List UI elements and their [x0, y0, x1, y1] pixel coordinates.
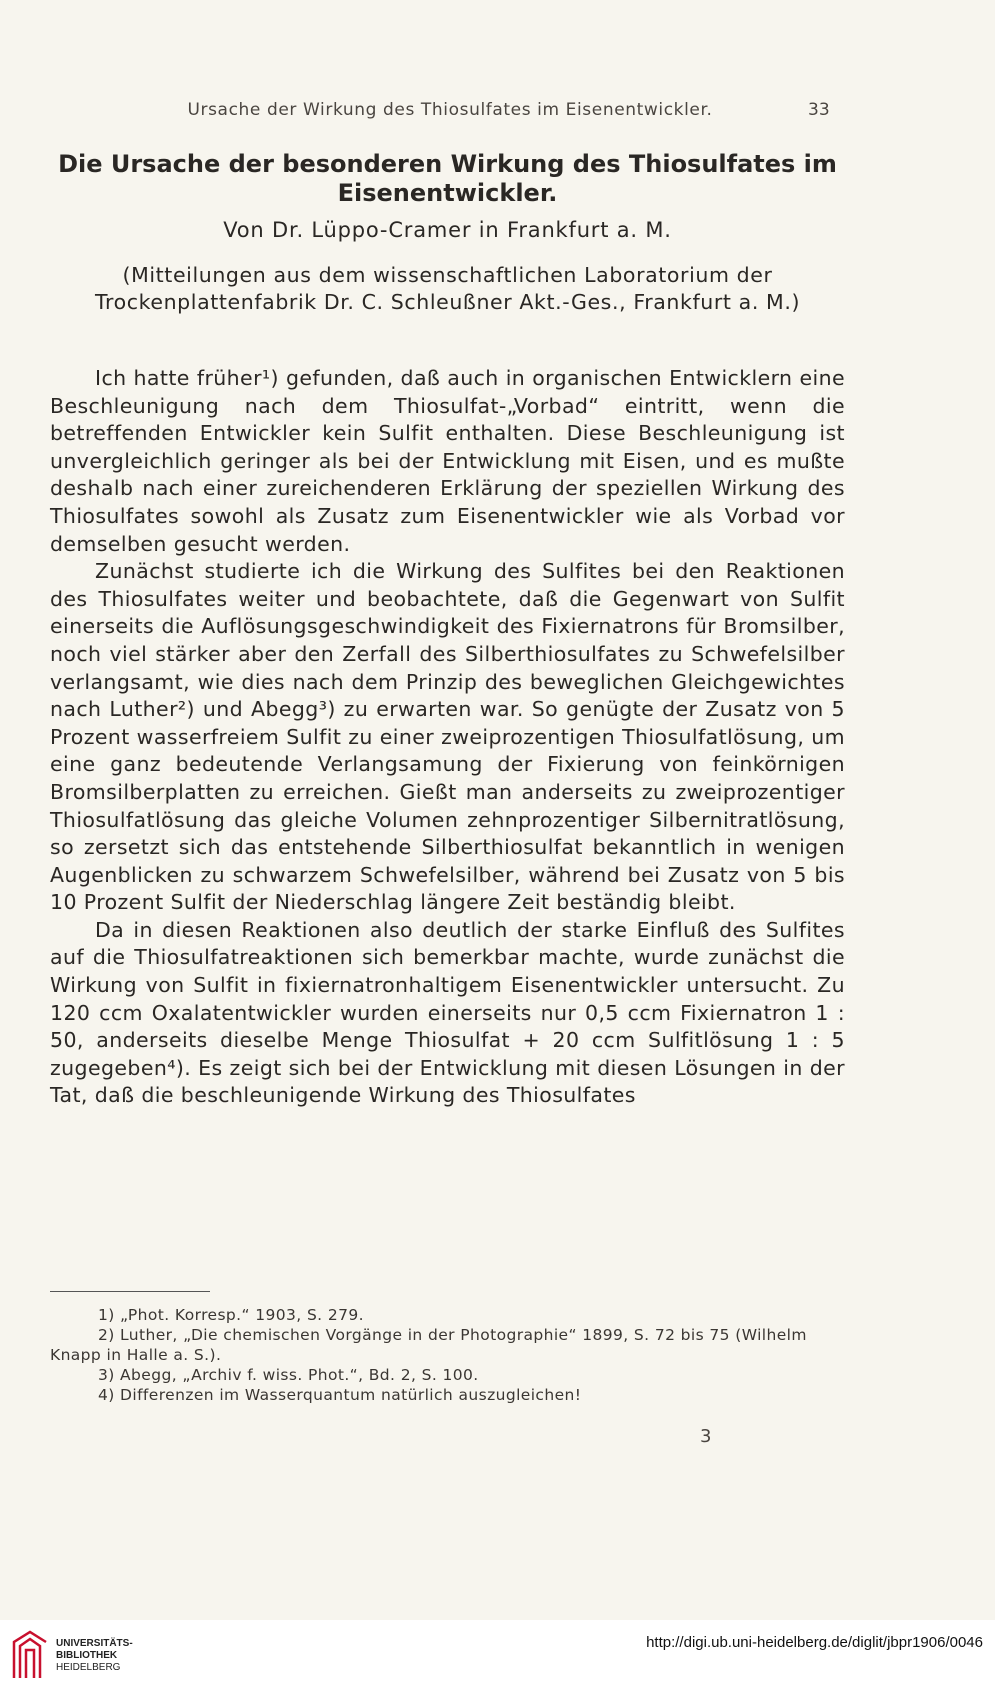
- footnote-4: 4) Differenzen im Wasserquantum natürlich auszugleichen!: [98, 1386, 582, 1404]
- footnote-3: 3) Abegg, „Archiv f. wiss. Phot.“, Bd. 2, S. 100.: [98, 1366, 479, 1384]
- library-name: [56, 1638, 133, 1674]
- footnote-divider: [50, 1291, 210, 1292]
- article-title: Die Ursache der besonderen Wirkung des Thiosulfates im Eisenentwickler.: [58, 150, 837, 207]
- footnotes: [50, 1305, 845, 1405]
- digital-library-footer: [0, 1620, 995, 1690]
- article-body: [50, 365, 845, 1110]
- paragraph-3: Da in diesen Reaktionen also deutlich der starke Einfluß des Sulfites auf die Thiosulfatreaktionen sich bemerkbar machte, wurde zunächst die Wirkung von Sulfit in fixiernatronhaltigem Eisenentwickler untersucht. Zu 120 ccm Oxalatentwickler wurden einerseits nur 0,5 ccm Fixiernatron 1 : 50, anderseits dieselbe Menge Thiosulfat + 20 ccm Sulfitlösung 1 : 5 zugegeben⁴). Es zeigt sich bei der Entwicklung mit diesen Lösungen in der Tat, daß die beschleunigende Wirkung des Thiosulfates: [50, 917, 845, 1108]
- affiliation: (Mitteilungen aus dem wissenschaftlichen Laboratorium der Trockenplattenfabrik Dr. C. Schleußner Akt.-Ges., Frankfurt a. M.): [94, 263, 801, 314]
- author-line: Von Dr. Lüppo-Cramer in Frankfurt a. M.: [223, 218, 672, 242]
- page-number: 33: [808, 100, 830, 120]
- paragraph-2: Zunächst studierte ich die Wirkung des Sulfites bei den Reaktionen des Thiosulfates weiter und beobachtete, daß die Gegenwart von Sulfit einerseits die Auflösungsgeschwindigkeit des Fixiernatrons für Bromsilber, noch viel stärker aber den Zerfall des Silberthiosulfates zu Schwefelsilber verlangsamt, wie dies nach dem Prinzip des beweglichen Gleichgewichtes nach Luther²) und Abegg³) zu erwarten war. So genügte der Zusatz von 5 Prozent wasserfreiem Sulfit zu einer zweiprozentigen Thiosulfatlösung, um eine ganz bedeutende Verlangsamung der Fixierung von feinkörnigen Bromsilberplatten zu erreichen. Gießt man anderseits zu zweiprozentiger Thiosulfatlösung das gleiche Volumen zehnprozentiger Silbernitratlösung, so zersetzt sich das entstehende Silberthiosulfat bekanntlich in wenigen Augenblicken zu schwarzem Schwefelsilber, während bei Zusatz von 5 bis 10 Prozent Sulfit der Niederschlag längere Zeit beständig bleibt.: [50, 559, 845, 915]
- signature-mark: 3: [700, 1426, 712, 1447]
- permalink-url[interactable]: http://digi.ub.uni-heidelberg.de/diglit/jbpr1906/0046: [646, 1634, 983, 1651]
- footnote-1: 1) „Phot. Korresp.“ 1903, S. 279.: [98, 1306, 364, 1324]
- running-title: Ursache der Wirkung des Thiosulfates im Eisenentwickler.: [187, 100, 713, 120]
- library-name-line-2: BIBLIOTHEK: [56, 1650, 118, 1661]
- footnote-2: 2) Luther, „Die chemischen Vorgänge in der Photographie“ 1899, S. 72 bis 75 (Wilhelm Knapp in Halle a. S.).: [50, 1326, 807, 1364]
- heidelberg-library-logo-icon: [10, 1628, 50, 1686]
- paragraph-1: Ich hatte früher¹) gefunden, daß auch in organischen Entwicklern eine Beschleunigung nach dem Thiosulfat-„Vorbad“ eintritt, wenn die betreffenden Entwickler kein Sulfit enthalten. Diese Beschleunigung ist unvergleichlich geringer als bei der Entwicklung mit Eisen, und es mußte deshalb nach einer zureichenderen Erklärung der speziellen Wirkung des Thiosulfates sowohl als Zusatz zum Eisenentwickler wie als Vorbad vor demselben gesucht werden.: [50, 366, 845, 556]
- library-name-line-3: HEIDELBERG: [56, 1662, 121, 1673]
- library-name-line-1: UNIVERSITÄTS-: [56, 1638, 133, 1649]
